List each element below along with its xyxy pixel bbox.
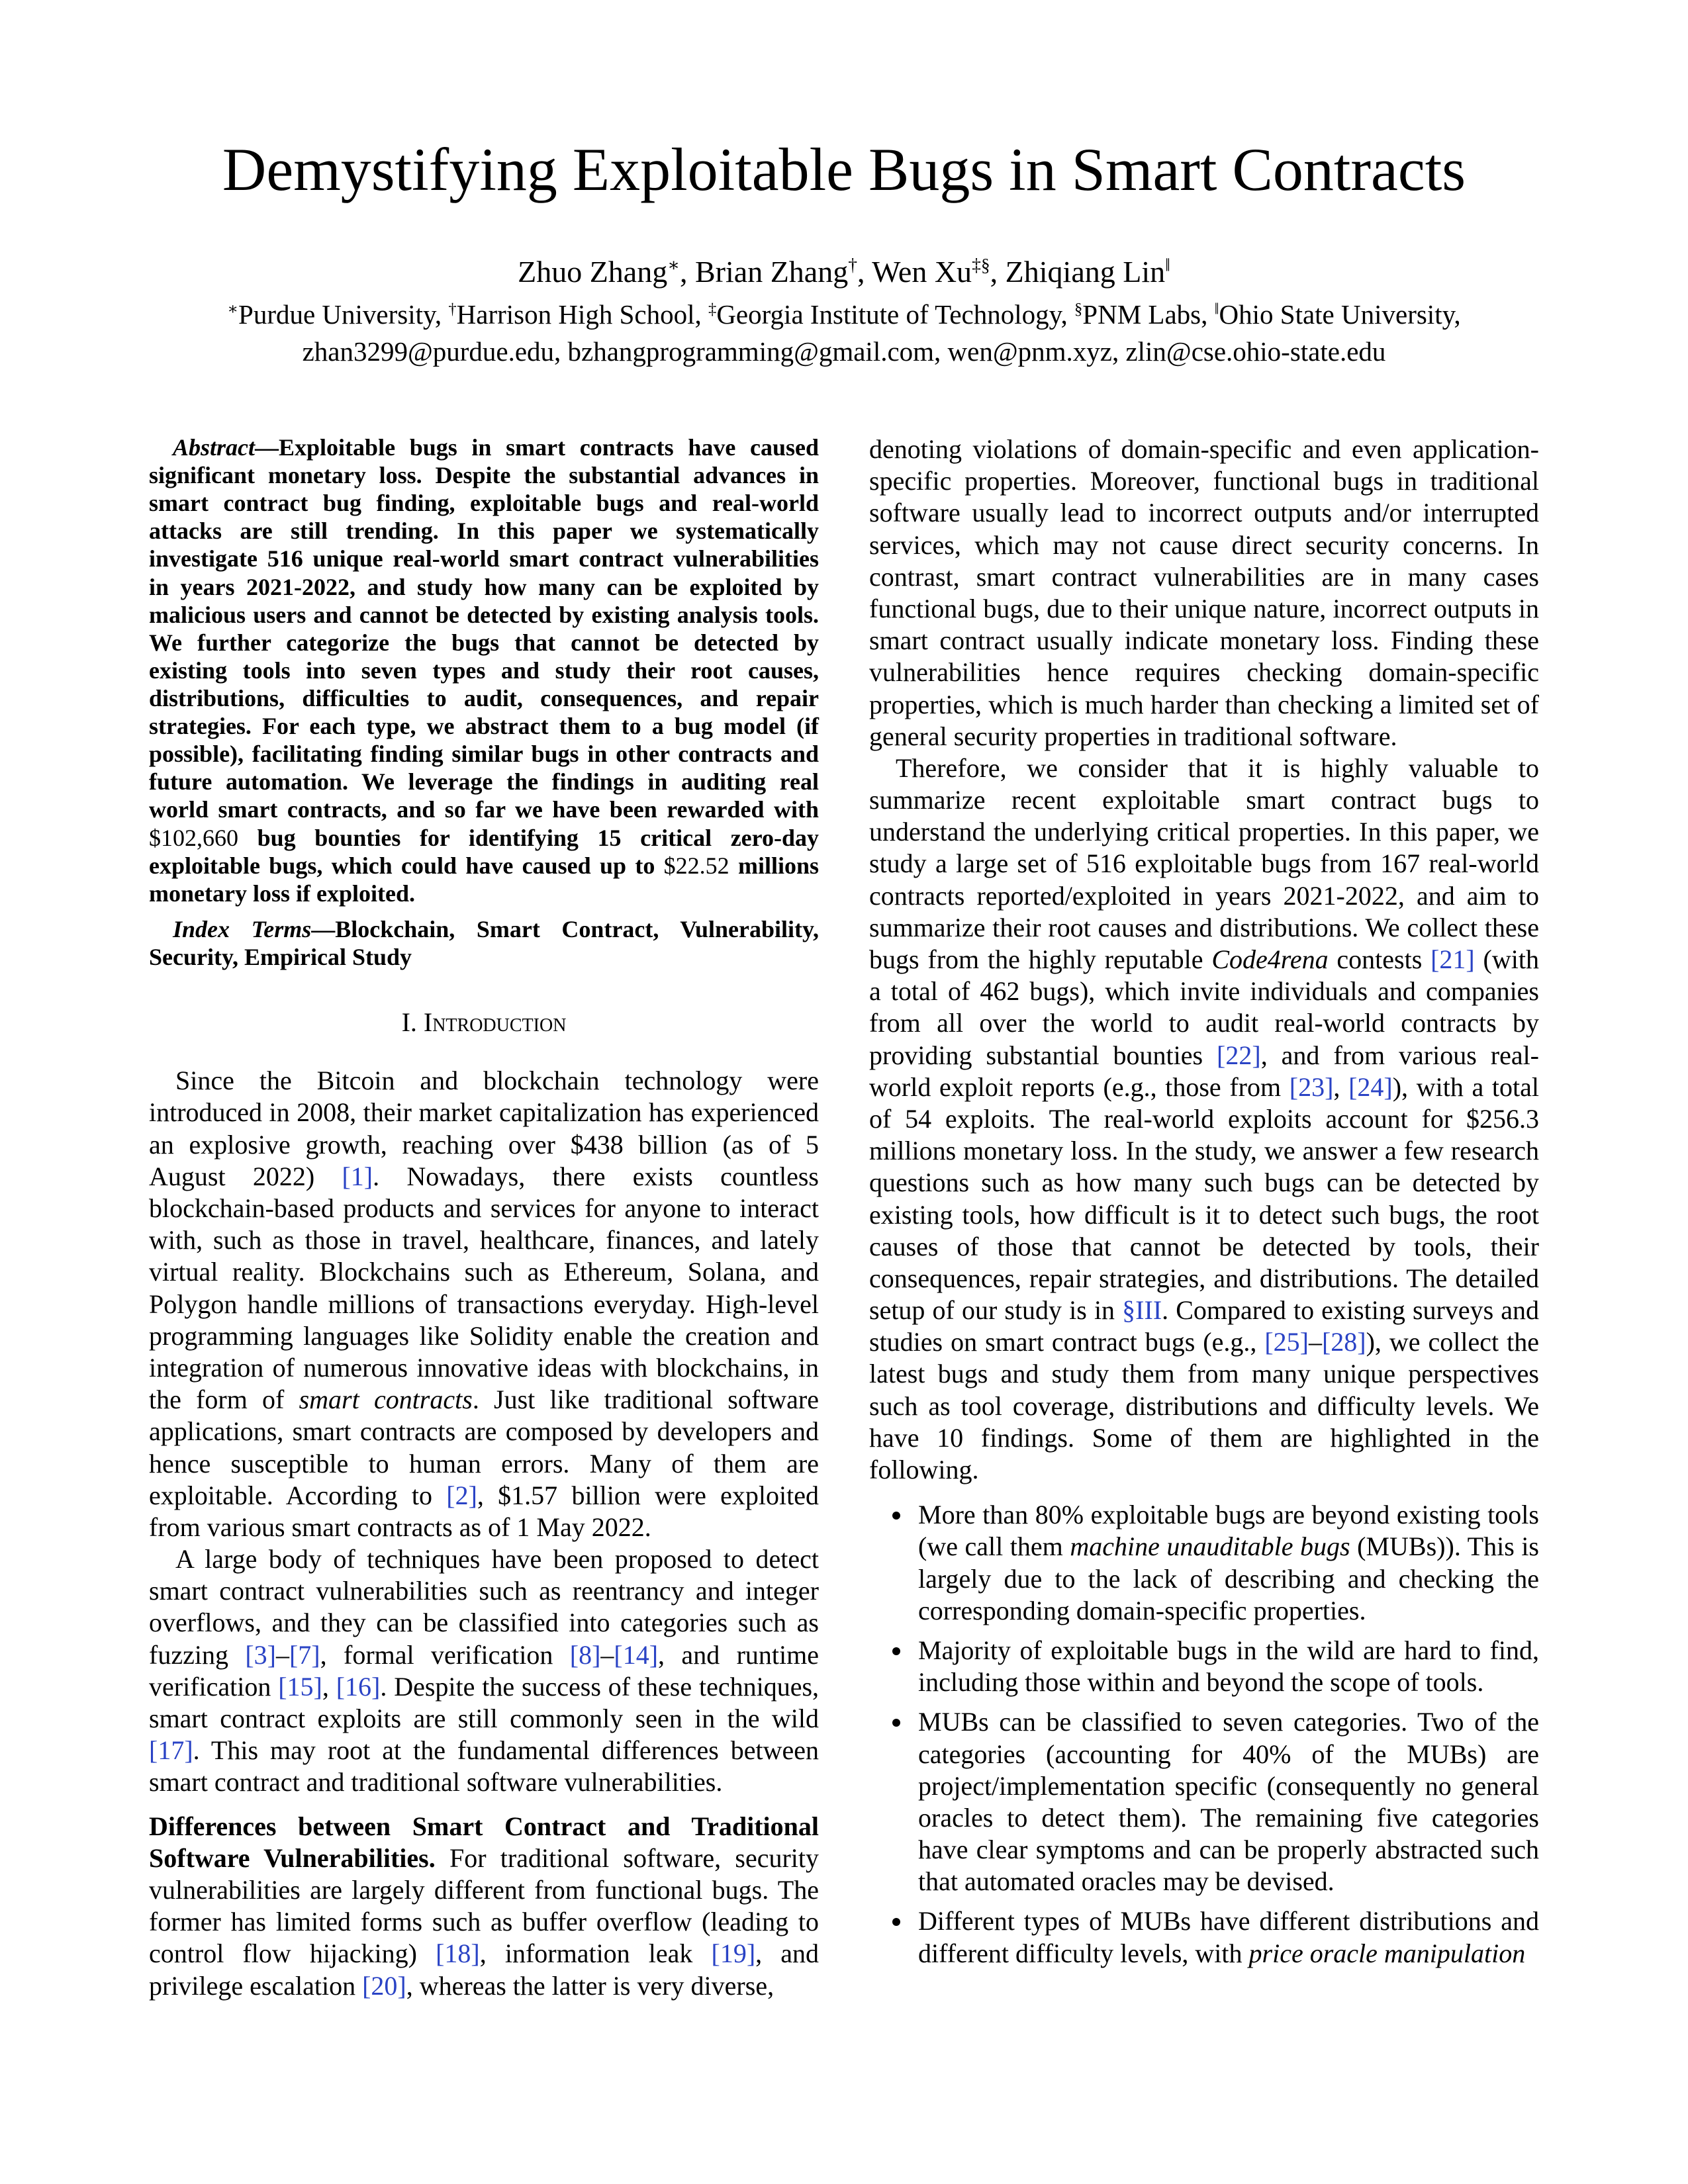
author-superscript: ‡ (708, 300, 717, 318)
paper-emails: zhan3299@purdue.edu, bzhangprogramming@gmail.com, wen@pnm.xyz, zlin@cse.ohio-state.edu (302, 336, 1386, 367)
citation-link[interactable]: [8] (569, 1639, 601, 1670)
paper-title: Demystifying Exploitable Bugs in Smart Contracts (222, 136, 1466, 203)
citation-link[interactable]: [19] (711, 1938, 756, 1969)
author-superscript: ∗ (667, 254, 680, 275)
citation-link[interactable]: [1] (342, 1161, 373, 1191)
section-ref-link[interactable]: §III (1122, 1295, 1162, 1326)
index-terms: Index Terms—Blockchain, Smart Contract, Vulnerability, Security, Empirical Study (149, 915, 819, 970)
citation-link[interactable]: [28] (1321, 1327, 1366, 1357)
findings-list (869, 1499, 1539, 1970)
author-superscript: † (848, 254, 858, 275)
author-superscript: ∗ (227, 300, 239, 318)
paper-authors: Zhuo Zhang∗, Brian Zhang†, Wen Xu‡§, Zhiqiang Lin‖ (518, 254, 1170, 289)
paragraph: Since the Bitcoin and blockchain technology were introduced in 2008, their market capitalization has experienced an explosive growth, reaching over $438 billion (as of 5 August 2022) [1]. Nowadays, there exists countless blockchain-based products and services for anyone to interact with, such as those in travel, healthcare, finances, and lately virtual reality. Blockchains such as Ethereum, Solana, and Polygon handle millions of transactions everyday. High-level programming languages like Solidity enable the creation and integration of numerous innovative ideas with blockchains, in the form of smart contracts. Just like traditional software applications, smart contracts are composed by developers and hence susceptible to human errors. Many of them are exploitable. According to [2], $1.57 billion were exploited from various smart contracts as of 1 May 2022. (149, 1066, 820, 1542)
citation-link[interactable]: [24] (1348, 1071, 1393, 1102)
finding-item: • Different types of MUBs have different distributions and different difficulty levels, with price oracle manipulation (913, 1905, 1539, 1969)
citation-link[interactable]: [16] (336, 1671, 381, 1702)
citation-link[interactable]: [25] (1264, 1327, 1309, 1357)
left-column (149, 433, 819, 2002)
citation-link[interactable]: [3] (245, 1639, 276, 1670)
finding-item: • Majority of exploitable bugs in the wild are hard to find, including those within and beyond the scope of tools. (913, 1635, 1539, 1698)
citation-link[interactable]: [7] (289, 1639, 320, 1670)
paragraph: Differences between Smart Contract and Traditional Software Vulnerabilities. For traditional software, security vulnerabilities are largely different from functional bugs. The former has limited forms such as buffer overflow (leading to control flow hijacking) [18], information leak [19], and privilege escalation [20], whereas the latter is very diverse, (149, 1811, 819, 2001)
author-superscript: ‖ (1214, 300, 1219, 318)
finding-item: • More than 80% exploitable bugs are beyond existing tools (we call them machine unauditable bugs (MUBs)). This is largely due to the lack of describing and checking the corresponding domain-specific properties. (913, 1499, 1539, 1627)
citation-link[interactable]: [23] (1289, 1071, 1334, 1102)
citation-link[interactable]: [2] (446, 1480, 477, 1510)
paragraph: denoting violations of domain-specific and even application-specific properties. Moreover, functional bugs in traditional software usually lead to incorrect outputs and/or interrupted services, which may not cause direct security concerns. In contrast, smart contract vulnerabilities are in many cases functional bugs, due to their unique nature, incorrect outputs in smart contract usually indicate monetary loss. Finding these vulnerabilities hence requires checking domain-specific properties, which is much harder than checking a limited set of general security properties in traditional software. (869, 434, 1539, 751)
author-superscript: § (1074, 300, 1083, 318)
citation-link[interactable]: [21] (1430, 944, 1475, 975)
citation-link[interactable]: [14] (614, 1639, 659, 1670)
author-superscript: ‡§ (972, 254, 990, 275)
citation-link[interactable]: [17] (149, 1735, 193, 1766)
author-superscript: † (448, 300, 457, 318)
citation-link[interactable]: [22] (1217, 1040, 1261, 1070)
two-column-body (149, 433, 1539, 2002)
paragraph: Therefore, we consider that it is highly valuable to summarize recent exploitable smart contract bugs to understand the underlying critical properties. In this paper, we study a large set of 516 exploitable bugs from 167 real-world contracts reported/exploited in years 2021-2022, and aim to summarize their root causes and distributions. We collect these bugs from the highly reputable Code4rena contests [21] (with a total of 462 bugs), which invite individuals and companies from all over the world to audit real-world contracts by providing substantial bounties [22], and from various real-world exploit reports (e.g., those from [23], [24]), with a total of 54 exploits. The real-world exploits account for $256.3 millions monetary loss. In the study, we answer a few research questions such as how many such bugs can be detected by existing tools, how difficult is it to detect such bugs, the root causes of those that cannot be detected by tools, their consequences, repair strategies, and distributions. The detailed setup of our study is in §III. Compared to existing surveys and studies on smart contract bugs (e.g., [25]–[28]), we collect the latest bugs and study them from many unique perspectives such as tool coverage, distributions and difficulty levels. We have 10 findings. Some of them are highlighted in the following. (869, 752, 1540, 1485)
citation-link[interactable]: [18] (436, 1938, 480, 1969)
finding-item: • MUBs can be classified to seven categories. Two of the categories (accounting for 40% of the MUBs) are project/implementation specific (consequently no general oracles to detect them). The remaining five categories have clear symptoms and can be properly abstracted such that automated oracles may be devised. (913, 1706, 1539, 1897)
author-superscript: ‖ (1165, 254, 1170, 275)
paper-header (0, 0, 1688, 367)
citation-link[interactable]: [15] (278, 1671, 322, 1702)
abstract: Abstract—Exploitable bugs in smart contracts have caused significant monetary loss. Despite the substantial advances in smart contract bug finding, exploitable bugs and real-world attacks are still trending. In this paper we systematically investigate 516 unique real-world smart contract vulnerabilities in years 2021-2022, and study how many can be exploited by malicious users and cannot be detected by existing analysis tools. We further categorize the bugs that cannot be detected by existing tools into seven types and study their root causes, distributions, difficulties to audit, consequences, and repair strategies. For each type, we abstract them to a bug model (if possible), facilitating finding similar bugs in other contracts and future automation. We leverage the findings in auditing real world smart contracts, and so far we have been rewarded with $102,660 bug bounties for identifying 15 critical zero-day exploitable bugs, which could have caused up to $22.52 millions monetary loss if exploited. (149, 434, 819, 907)
citation-link[interactable]: [20] (362, 1970, 406, 2001)
paragraph: A large body of techniques have been proposed to detect smart contract vulnerabilities such as reentrancy and integer overflows, and they can be classified into categories such as fuzzing [3]–[7], formal verification [8]–[14], and runtime verification [15], [16]. Despite the success of these techniques, smart contract exploits are still commonly seen in the wild [17]. This may root at the fundamental differences between smart contract and traditional software vulnerabilities. (149, 1544, 820, 1797)
section-heading: I. Introduction (401, 1007, 567, 1038)
paper-affiliations: ∗Purdue University, †Harrison High School, ‡Georgia Institute of Technology, §PNM Labs, ‖Ohio State University, (227, 299, 1461, 330)
right-column (869, 433, 1539, 2002)
